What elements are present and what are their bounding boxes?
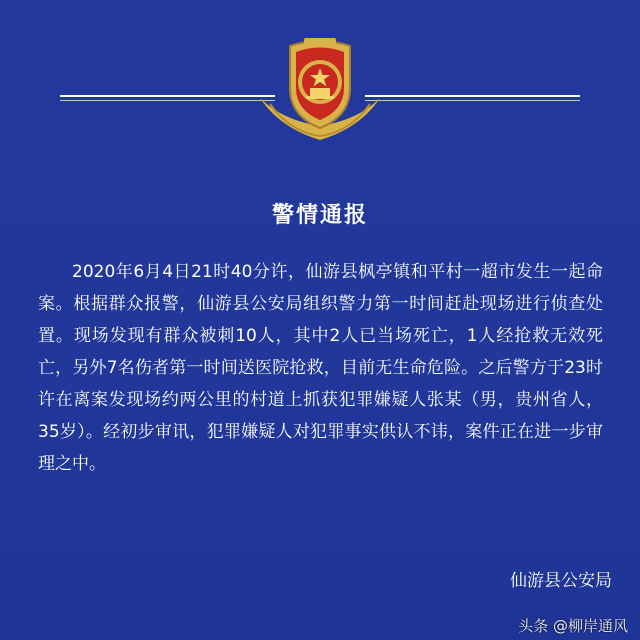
police-emblem-icon (240, 28, 400, 148)
watermark: 头条 @柳岸通风 (518, 617, 628, 635)
notice-body: 2020年6月4日21时40分许，仙游县枫亭镇和平村一超市发生一起命案。根据群众报警，仙游县公安局组织警力第一时间赶赴现场进行侦查处置。现场发现有群众被刺10人，其中2人已当场死亡，1人经抢救无效死亡，另外7名伤者第一时间送医院抢救，目前无生命危险。之后警方于23时许在离案发现场约两公里的村道上抓获犯罪嫌疑人张某（男，贵州省人，35岁）。经初步审讯，犯罪嫌疑人对犯罪事实供认不讳，案件正在进一步审理之中。 (38, 262, 603, 474)
issuer-signature: 仙游县公安局 (510, 571, 612, 591)
page-title: 警情通报 (271, 203, 368, 228)
